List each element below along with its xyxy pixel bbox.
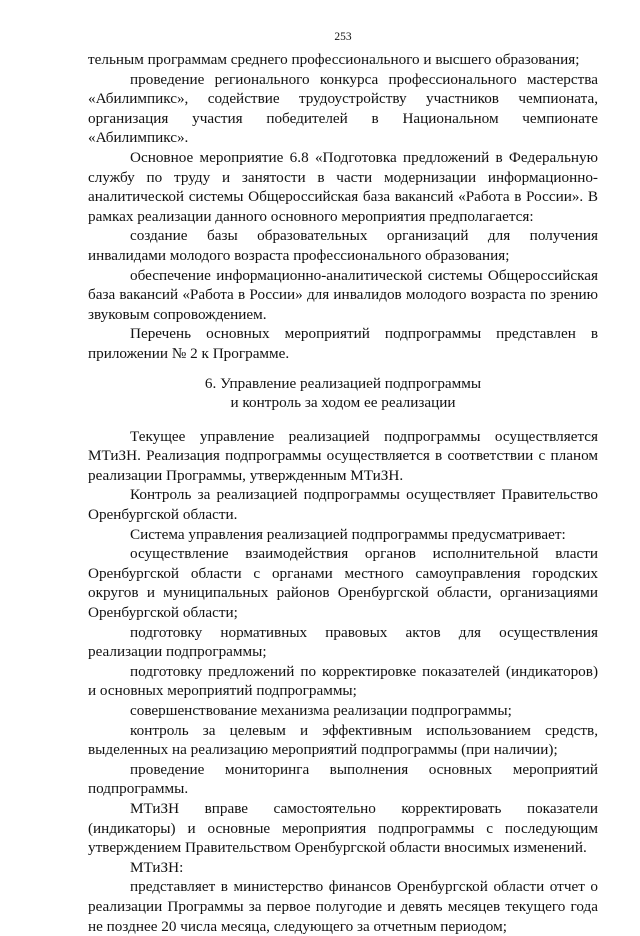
paragraph: проведение регионального конкурса профессионального мастерства «Абилимпикс», содействие трудоустройству участников чемпионата, организация участия победителей в Национальном чемпионате «Абилимпикс». [88,70,598,147]
paragraph: Система управления реализацией подпрограммы предусматривает: [130,525,566,543]
section-heading [88,374,598,413]
paragraph: осуществление взаимодействия органов исполнительной власти Оренбургской области с органами местного самоуправления городских округов и муниципальных районов Оренбургской области, организациями Оренбургской области; [88,545,598,622]
paragraph: Основное мероприятие 6.8 «Подготовка предложений в Федеральную службу по труду и занятости в части модернизации информационно-аналитической системы Общероссийская база вакансий «Работа в России». В рамках реализации данного основного мероприятия предполагается: [88,148,598,225]
page-number: 253 [334,31,352,43]
paragraph: создание базы образовательных организаций для получения инвалидами молодого возраста профессионального образования; [88,227,598,264]
paragraph: Перечень основных мероприятий подпрограммы представлен в приложении № 2 к Программе. [88,325,598,362]
paragraph: представляет в министерство финансов Оренбургской области отчет о реализации Программы за первое полугодие и девять месяцев текущего года не позднее 20 числа месяца, следующего за отчетным периодом; [88,878,598,935]
paragraph: Контроль за реализацией подпрограммы осуществляет Правительство Оренбургской области. [88,486,598,524]
paragraph: подготовку нормативных правовых актов для осуществления реализации подпрограммы; [88,623,598,661]
paragraph: подготовку предложений по корректировке показателей (индикаторов) и основных мероприятий подпрограммы; [88,662,598,700]
paragraph: тельным программам среднего профессионального и высшего образования; [88,51,580,68]
paragraph: обеспечение информационно-аналитической системы Общероссийская база вакансий «Работа в России» для инвалидов молодого возраста по зрению звуковым сопровождением. [88,266,598,323]
section-heading-line-1: 6. Управление реализацией подпрограммы [204,374,482,392]
paragraph: МТиЗН вправе самостоятельно корректировать показатели (индикаторы) и основные мероприятия подпрограммы с последующим утверждением Правительством Оренбургской области вносимых изменений. [88,799,598,857]
document-page [88,30,598,936]
paragraph: Текущее управление реализацией подпрограммы осуществляется МТиЗН. Реализация подпрограммы осуществляется в соответствии с планом реализации Программы, утвержденным МТиЗН. [88,427,598,484]
paragraph: проведение мониторинга выполнения основных мероприятий подпрограммы. [88,760,598,798]
section-heading-line-2: и контроль за ходом ее реализации [230,394,456,412]
paragraph: контроль за целевым и эффективным использованием средств, выделенных на реализацию мероприятий подпрограммы (при наличии); [88,721,598,759]
paragraph: совершенствование механизма реализации подпрограммы; [130,702,512,719]
paragraph: МТиЗН: [130,858,184,876]
